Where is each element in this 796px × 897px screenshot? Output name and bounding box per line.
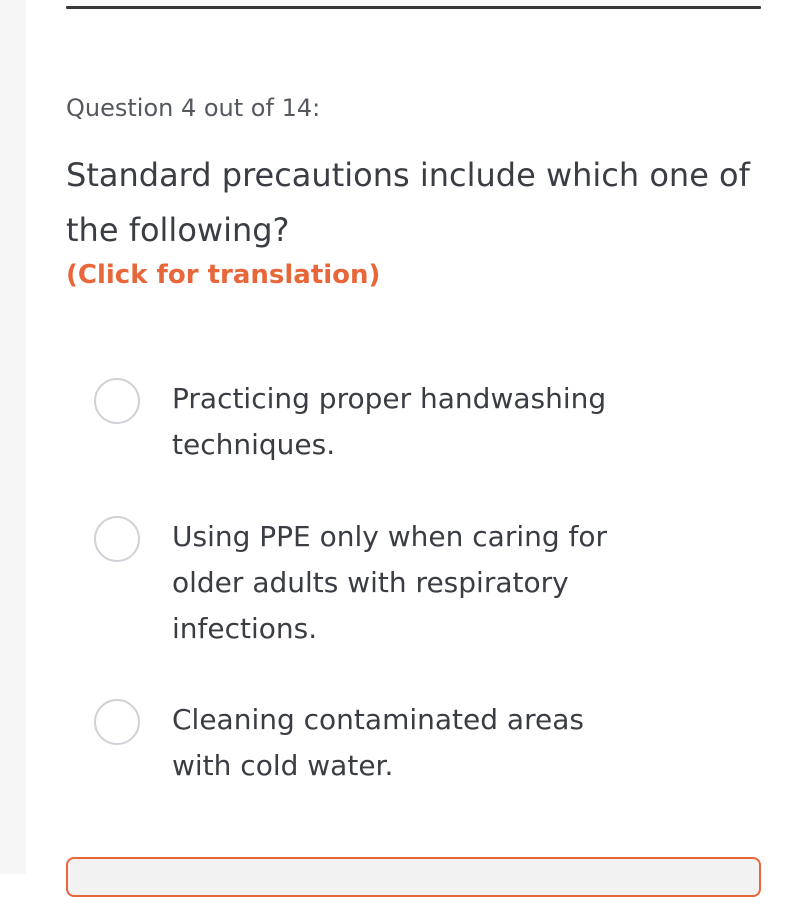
question-text: Standard precautions include which one of the following?	[66, 156, 750, 249]
answer-option-2[interactable]	[94, 514, 652, 652]
option-label: Practicing proper handwashing techniques.	[172, 382, 607, 461]
bottom-panel[interactable]	[66, 857, 761, 897]
answer-option-1[interactable]	[94, 376, 652, 468]
option-label: Cleaning contaminated areas with cold water.	[172, 703, 584, 782]
radio-button[interactable]	[94, 699, 140, 745]
question-number: Question 4 out of 14:	[66, 94, 321, 122]
left-margin	[0, 0, 26, 874]
option-label: Using PPE only when caring for older adults with respiratory infections.	[172, 520, 608, 645]
answer-option-3[interactable]	[94, 697, 652, 789]
divider	[66, 6, 761, 9]
translation-link[interactable]: (Click for translation)	[66, 260, 381, 290]
radio-button[interactable]	[94, 378, 140, 424]
radio-button[interactable]	[94, 516, 140, 562]
